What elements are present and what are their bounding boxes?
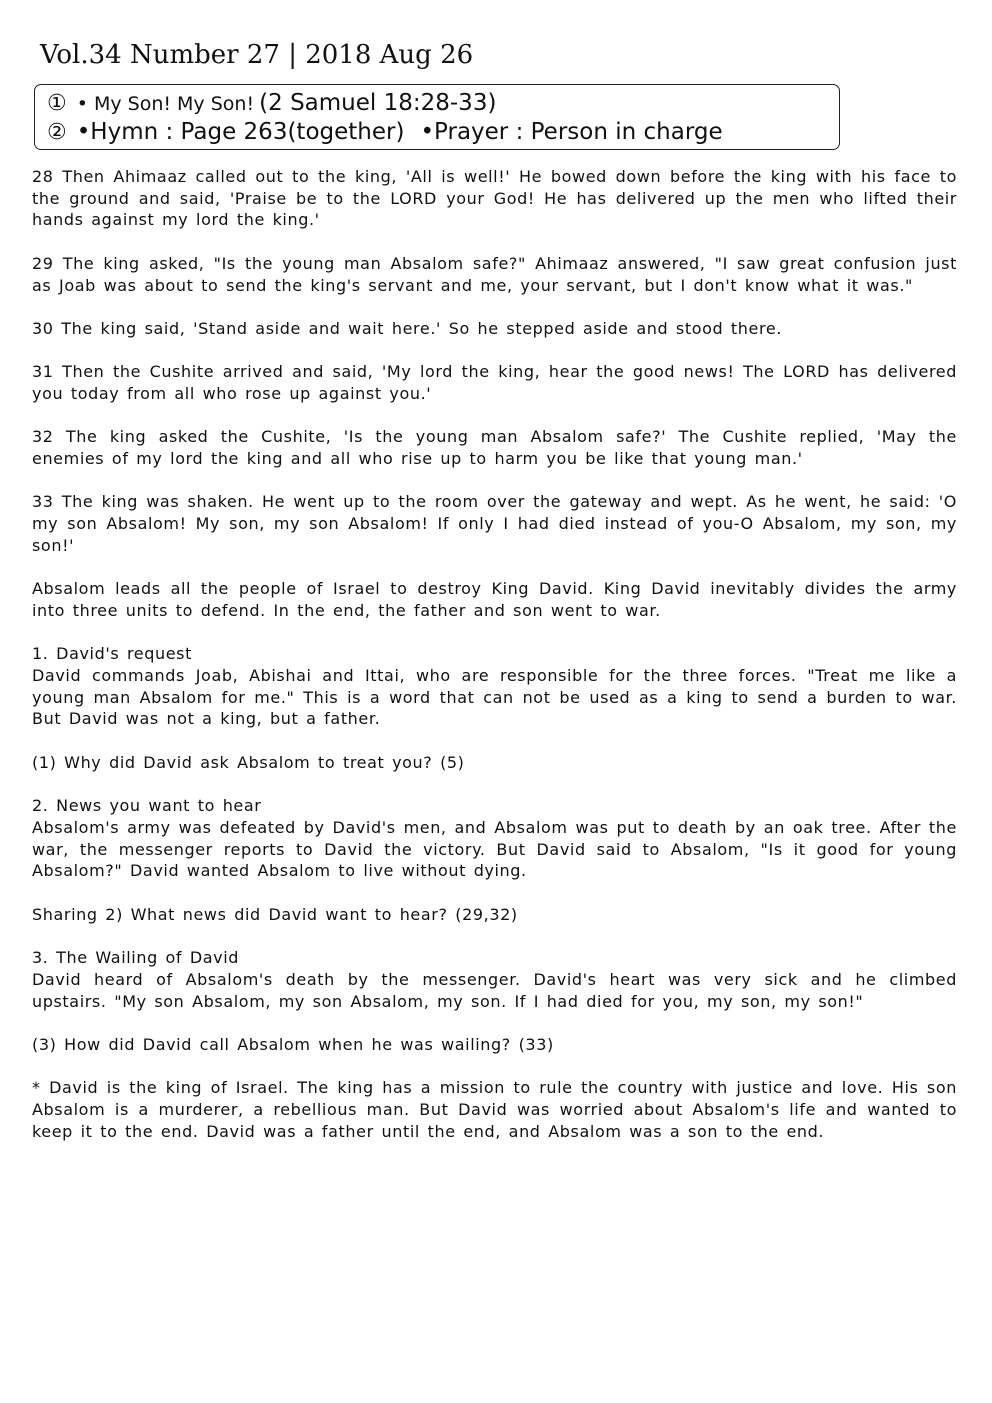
- prayer-info: •Prayer : Person in charge: [420, 119, 723, 145]
- conclusion-paragraph: * David is the king of Israel. The king has a mission to rule the country with justice and love. His son Absalom is a murderer, a rebellious man. But David was worried about Absalom's life and wanted to keep it to the end. David was a father until the end, and Absalom was a son to the end.: [32, 1078, 957, 1141]
- verse-31: 31 Then the Cushite arrived and said, 'My lord the king, hear the good news! The LORD has delivered you today from all who rose up against you.': [32, 362, 957, 403]
- order-line: [47, 118, 839, 147]
- section-1: [32, 643, 957, 730]
- sermon-title: • My Son! My Son!: [76, 93, 255, 115]
- circled-number-2: ②: [47, 120, 67, 145]
- question-1: (1) Why did David ask Absalom to treat you? (5): [32, 752, 465, 772]
- sermon-line: [47, 89, 839, 118]
- section-2-body: Absalom's army was defeated by David's men, and Absalom was put to death by an oak tree. After the war, the messenger reports to David the victory. But David said to Absalom, "Is it good for young Absalom?" David wanted Absalom to live without dying.: [32, 817, 957, 881]
- circled-number-1: ①: [47, 91, 67, 116]
- verse-33: 33 The king was shaken. He went up to the room over the gateway and wept. As he went, he said: 'O my son Absalom! My son, my son Absalom! If only I had died instead of you-O Absalom, my son, my son!': [32, 492, 957, 555]
- scripture-reference: (2 Samuel 18:28-33): [259, 90, 497, 116]
- service-info-box: [34, 84, 840, 150]
- verse-32: 32 The king asked the Cushite, 'Is the young man Absalom safe?' The Cushite replied, 'May the enemies of my lord the king and all who rise up to harm you be like that young man.': [32, 427, 957, 469]
- bulletin-title: Vol.34 Number 27 | 2018 Aug 26: [40, 40, 474, 70]
- verse-29: 29 The king asked, "Is the young man Absalom safe?" Ahimaaz answered, "I saw great confusion just as Joab was about to send the king's servant and me, your servant, but I don't know what it was.": [32, 253, 957, 295]
- section-1-heading: 1. David's request: [32, 644, 192, 664]
- section-3: [32, 947, 957, 1012]
- section-2-heading: 2. News you want to hear: [32, 796, 262, 816]
- section-1-body: David commands Joab, Abishai and Ittai, who are responsible for the three forces. "Treat me like a young man Absalom for me." This is a word that can not be used as a king to send a burden to war. But David was not a king, but a father.: [32, 666, 957, 729]
- hymn-info: •Hymn : Page 263(together): [76, 119, 405, 145]
- section-2: [32, 795, 957, 882]
- question-2: Sharing 2) What news did David want to hear? (29,32): [32, 904, 518, 924]
- section-3-heading: 3. The Wailing of David: [32, 948, 240, 968]
- intro-paragraph: Absalom leads all the people of Israel to destroy King David. King David inevitably divides the army into three units to defend. In the end, the father and son went to war.: [32, 579, 957, 620]
- bulletin-content: [32, 166, 957, 1164]
- verse-28: 28 Then Ahimaaz called out to the king, 'All is well!' He bowed down before the king with his face to the ground and said, 'Praise be to the LORD your God! He has delivered up the men who lifted their hands against my lord the king.': [32, 167, 957, 230]
- verse-30: 30 The king said, 'Stand aside and wait here.' So he stepped aside and stood there.: [32, 318, 782, 338]
- question-3: (3) How did David call Absalom when he was wailing? (33): [32, 1034, 554, 1054]
- section-3-body: David heard of Absalom's death by the messenger. David's heart was very sick and he climbed upstairs. "My son Absalom, my son Absalom, my son. If I had died for you, my son, my son!": [32, 969, 957, 1011]
